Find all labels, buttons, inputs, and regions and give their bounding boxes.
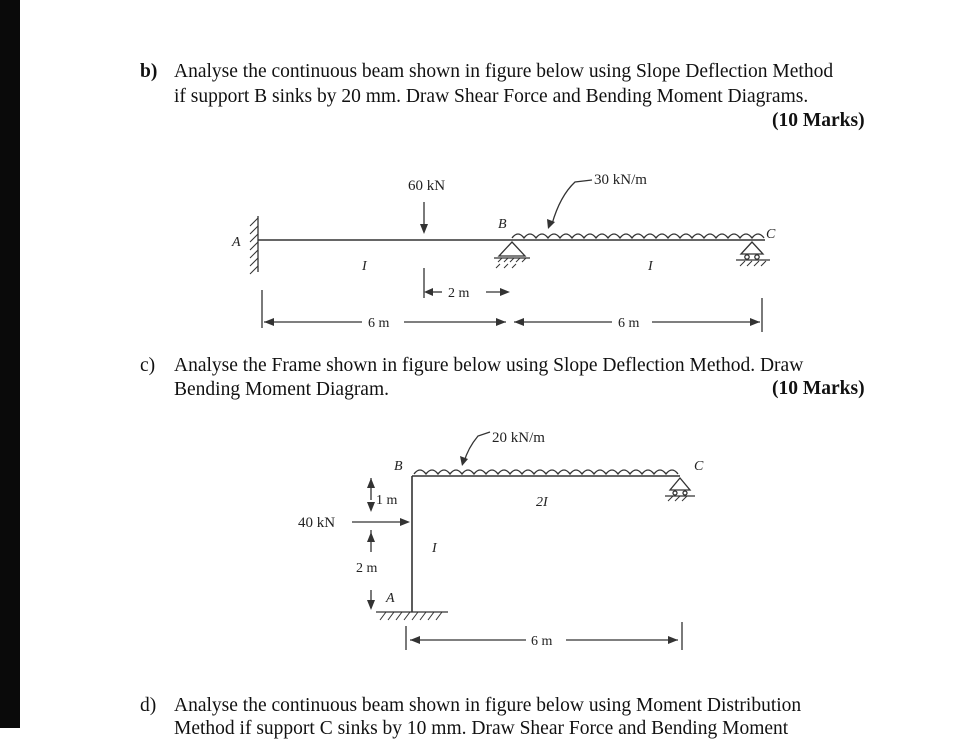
frame-span-label: 6 m: [531, 634, 553, 649]
question-b-marks: (10 Marks): [772, 110, 865, 131]
frame-node-a-label: A: [386, 591, 395, 606]
question-b-label: b): [140, 61, 158, 82]
node-b-label: B: [498, 217, 507, 232]
bottom-offset-label: 2 m: [356, 561, 378, 576]
question-d-line-1: Analyse the continuous beam shown in figure below using Moment Distribution: [174, 695, 802, 716]
question-c-line-2: Bending Moment Diagram.: [174, 379, 390, 400]
inertia-bc-label: I: [648, 259, 653, 274]
question-d: [140, 694, 930, 739]
question-c-line-1: Analyse the Frame shown in figure below using Slope Deflection Method. Draw: [174, 355, 804, 376]
udl-wave-c: [414, 470, 678, 474]
frame-inertia-bc-label: 2I: [536, 495, 548, 510]
top-offset-label: 1 m: [376, 493, 398, 508]
udl-label-b: 30 kN/m: [594, 172, 647, 188]
question-d-line-2: Method if support C sinks by 10 mm. Draw Shear Force and Bending Moment: [174, 718, 789, 739]
span-ab-label: 6 m: [368, 316, 390, 331]
load-offset-label: 2 m: [448, 286, 470, 301]
horizontal-load-label: 40 kN: [298, 515, 336, 531]
udl-label-c: 20 kN/m: [492, 430, 545, 446]
frame-node-c-label: C: [694, 459, 704, 474]
inertia-ab-label: I: [362, 259, 367, 274]
span-bc-label: 6 m: [618, 316, 640, 331]
question-d-label: d): [140, 695, 157, 716]
node-a-label: A: [232, 235, 241, 250]
frame-node-b-label: B: [394, 459, 403, 474]
udl-leader-c: [464, 432, 490, 462]
fixed-support-a-frame-hatch: [380, 612, 442, 620]
question-c-marks: (10 Marks): [772, 378, 865, 399]
question-b-line-1: Analyse the continuous beam shown in figure below using Slope Deflection Method: [174, 61, 834, 82]
question-c-label: c): [140, 355, 156, 376]
node-c-label: C: [766, 227, 776, 242]
point-load-label: 60 kN: [408, 178, 446, 194]
question-b-line-2: if support B sinks by 20 mm. Draw Shear Force and Bending Moment Diagrams.: [174, 86, 809, 107]
roller-support-c-frame: [670, 478, 690, 490]
frame-inertia-ab-label: I: [432, 541, 437, 556]
